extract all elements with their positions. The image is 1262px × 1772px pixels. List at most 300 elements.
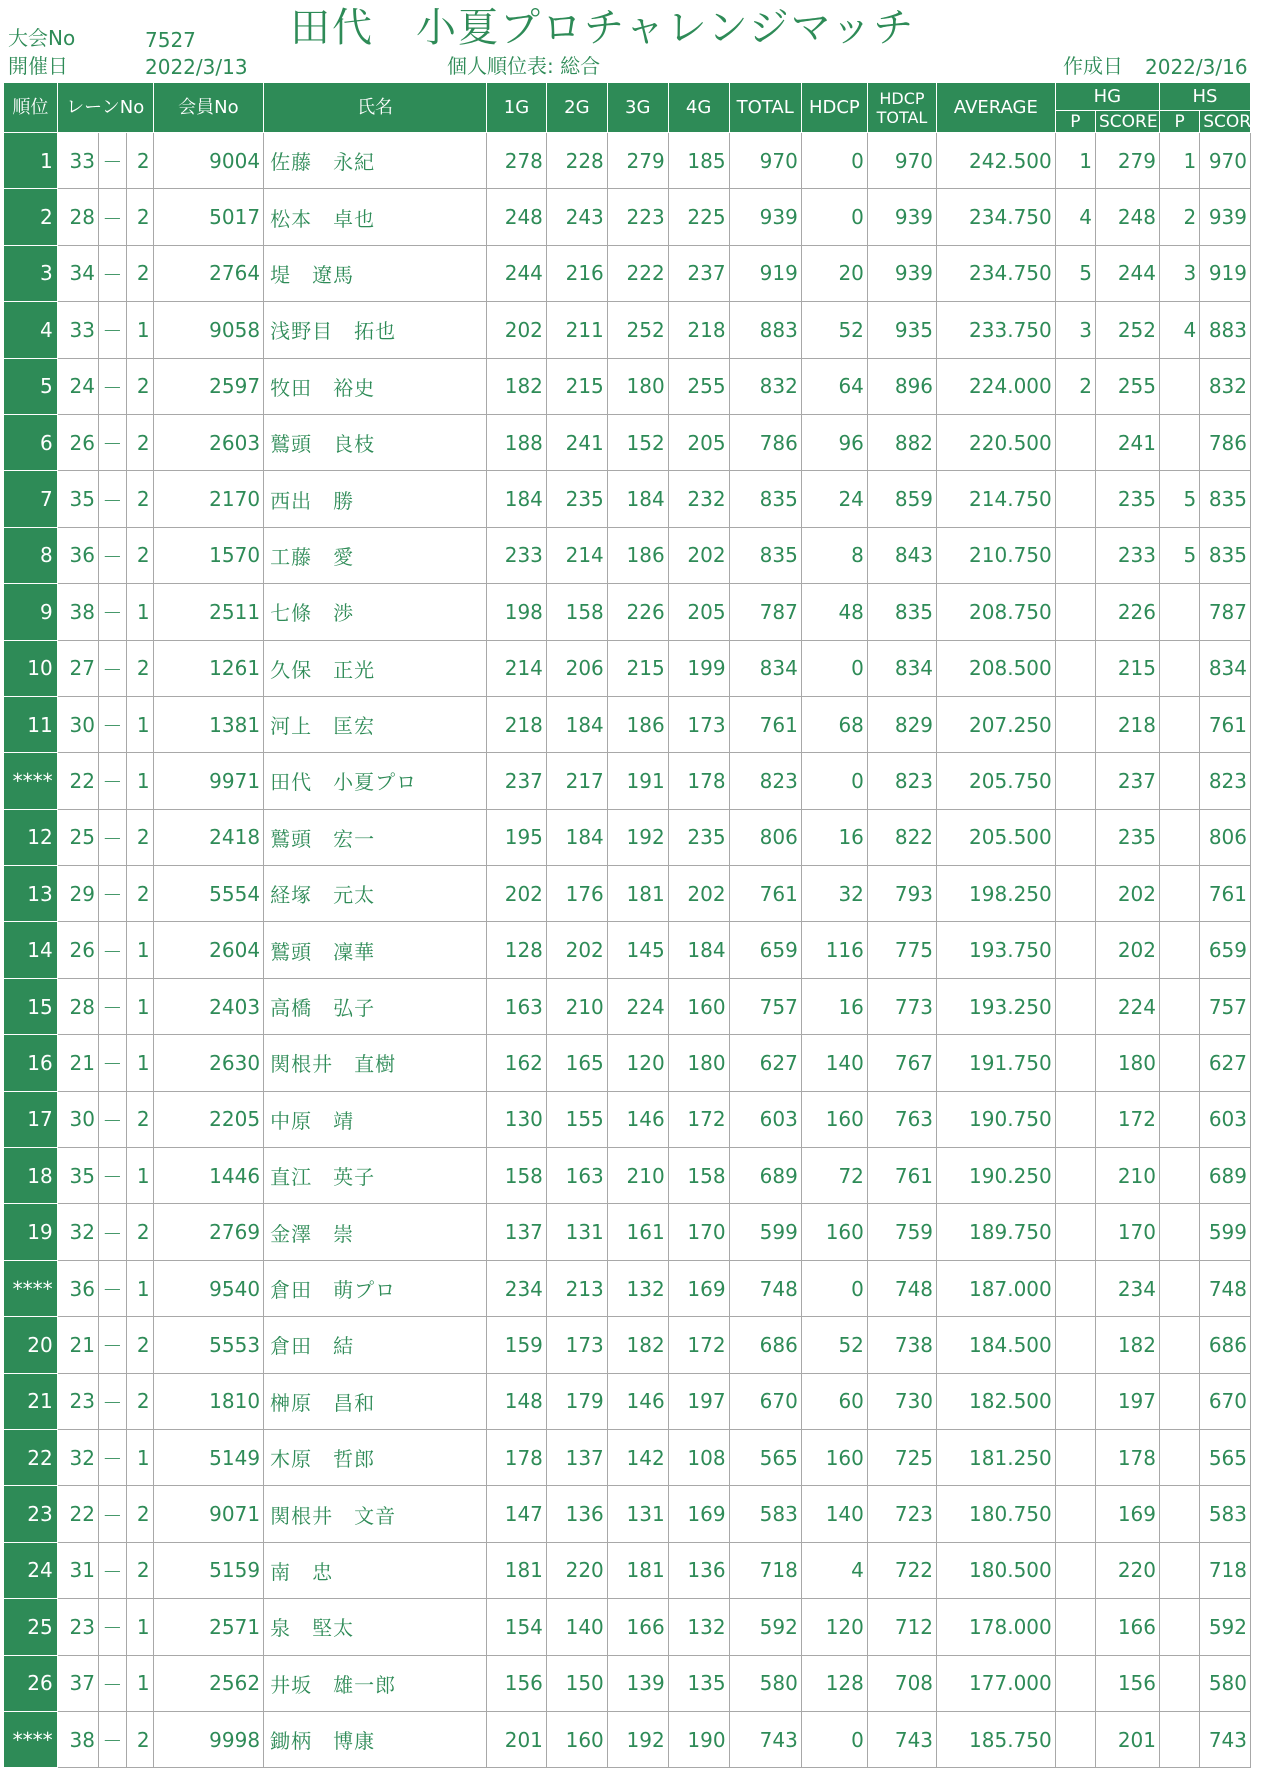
rank-cell: 3 xyxy=(4,245,58,301)
hdcp-total-score: 882 xyxy=(867,414,936,470)
hs-score: 743 xyxy=(1200,1711,1251,1767)
game3-score: 279 xyxy=(607,133,668,189)
hdcp-value: 60 xyxy=(801,1373,867,1429)
player-name: 井坂 雄一郎 xyxy=(264,1655,487,1711)
hg-score: 248 xyxy=(1096,189,1160,245)
lane-cell: 34 xyxy=(57,245,98,301)
game4-score: 184 xyxy=(668,922,729,978)
lane-sub-cell: 1 xyxy=(126,584,153,640)
game1-score: 137 xyxy=(487,1204,547,1260)
game2-score: 158 xyxy=(546,584,607,640)
average-score: 208.750 xyxy=(937,584,1056,640)
game3-score: 224 xyxy=(607,978,668,1034)
hs-score: 835 xyxy=(1200,527,1251,583)
lane-dash: － xyxy=(98,133,126,189)
rank-cell: **** xyxy=(4,1260,58,1316)
member-no-cell: 2769 xyxy=(153,1204,263,1260)
player-name: 南 忠 xyxy=(264,1542,487,1598)
game1-score: 202 xyxy=(487,866,547,922)
rank-cell: **** xyxy=(4,753,58,809)
game1-score: 156 xyxy=(487,1655,547,1711)
rank-cell: 26 xyxy=(4,1655,58,1711)
hg-place xyxy=(1055,1655,1095,1711)
hg-score: 201 xyxy=(1096,1711,1160,1767)
game2-score: 215 xyxy=(546,358,607,414)
game1-score: 163 xyxy=(487,978,547,1034)
total-score: 834 xyxy=(729,640,801,696)
lane-sub-cell: 1 xyxy=(126,696,153,752)
table-row xyxy=(4,1711,1251,1767)
hg-score: 172 xyxy=(1096,1091,1160,1147)
lane-dash: － xyxy=(98,1655,126,1711)
hs-place xyxy=(1160,1429,1200,1485)
average-score: 242.500 xyxy=(937,133,1056,189)
hs-score: 686 xyxy=(1200,1317,1251,1373)
lane-sub-cell: 2 xyxy=(126,471,153,527)
rank-cell: 22 xyxy=(4,1429,58,1485)
total-score: 835 xyxy=(729,471,801,527)
table-row xyxy=(4,189,1251,245)
game2-score: 176 xyxy=(546,866,607,922)
member-no-cell: 2170 xyxy=(153,471,263,527)
lane-cell: 35 xyxy=(57,1148,98,1204)
hs-place xyxy=(1160,696,1200,752)
member-no-cell: 2403 xyxy=(153,978,263,1034)
game2-score: 184 xyxy=(546,696,607,752)
total-score: 919 xyxy=(729,245,801,301)
table-row xyxy=(4,696,1251,752)
member-no-cell: 2604 xyxy=(153,922,263,978)
table-row xyxy=(4,1317,1251,1373)
game1-score: 158 xyxy=(487,1148,547,1204)
game4-score: 205 xyxy=(668,584,729,640)
lane-sub-cell: 1 xyxy=(126,302,153,358)
lane-cell: 24 xyxy=(57,358,98,414)
game3-score: 191 xyxy=(607,753,668,809)
player-name: 泉 堅太 xyxy=(264,1599,487,1655)
game1-score: 184 xyxy=(487,471,547,527)
hs-score: 883 xyxy=(1200,302,1251,358)
hs-score: 718 xyxy=(1200,1542,1251,1598)
average-score: 181.250 xyxy=(937,1429,1056,1485)
page-title: 田代 小夏プロチャレンジマッチ xyxy=(290,5,916,51)
member-no-cell: 9998 xyxy=(153,1711,263,1767)
lane-sub-cell: 2 xyxy=(126,1091,153,1147)
game1-score: 130 xyxy=(487,1091,547,1147)
hg-score: 226 xyxy=(1096,584,1160,640)
table-row xyxy=(4,414,1251,470)
hdcp-total-score: 725 xyxy=(867,1429,936,1485)
game4-score: 160 xyxy=(668,978,729,1034)
hs-score: 835 xyxy=(1200,471,1251,527)
hdcp-value: 160 xyxy=(801,1204,867,1260)
total-score: 670 xyxy=(729,1373,801,1429)
game4-score: 237 xyxy=(668,245,729,301)
created-date-label: 作成日 xyxy=(1063,54,1123,78)
game1-score: 159 xyxy=(487,1317,547,1373)
game1-score: 244 xyxy=(487,245,547,301)
hg-place xyxy=(1055,1260,1095,1316)
rank-cell: 2 xyxy=(4,189,58,245)
taikai-no-value: 7527 xyxy=(145,28,196,52)
lane-dash: － xyxy=(98,1260,126,1316)
hdcp-value: 0 xyxy=(801,189,867,245)
game4-score: 205 xyxy=(668,414,729,470)
hg-place xyxy=(1055,1091,1095,1147)
lane-sub-cell: 2 xyxy=(126,1373,153,1429)
game4-score: 169 xyxy=(668,1486,729,1542)
total-score: 686 xyxy=(729,1317,801,1373)
game2-score: 136 xyxy=(546,1486,607,1542)
average-score: 185.750 xyxy=(937,1711,1056,1767)
hs-score: 786 xyxy=(1200,414,1251,470)
lane-dash: － xyxy=(98,696,126,752)
hdcp-total-score: 738 xyxy=(867,1317,936,1373)
hs-place xyxy=(1160,1091,1200,1147)
table-row xyxy=(4,1035,1251,1091)
game2-score: 160 xyxy=(546,1711,607,1767)
game2-score: 211 xyxy=(546,302,607,358)
hg-score: 235 xyxy=(1096,809,1160,865)
hg-place xyxy=(1055,527,1095,583)
game1-score: 218 xyxy=(487,696,547,752)
total-score: 599 xyxy=(729,1204,801,1260)
game3-score: 132 xyxy=(607,1260,668,1316)
hdcp-total-score: 761 xyxy=(867,1148,936,1204)
hg-place: 1 xyxy=(1055,133,1095,189)
game3-score: 181 xyxy=(607,866,668,922)
rank-cell: 20 xyxy=(4,1317,58,1373)
game4-score: 197 xyxy=(668,1373,729,1429)
game3-score: 181 xyxy=(607,1542,668,1598)
hs-score: 565 xyxy=(1200,1429,1251,1485)
hs-place xyxy=(1160,978,1200,1034)
game2-score: 131 xyxy=(546,1204,607,1260)
hs-place xyxy=(1160,922,1200,978)
game1-score: 147 xyxy=(487,1486,547,1542)
lane-cell: 36 xyxy=(57,527,98,583)
hdcp-value: 128 xyxy=(801,1655,867,1711)
rank-cell: 8 xyxy=(4,527,58,583)
hs-score: 761 xyxy=(1200,696,1251,752)
col-1g: 1G xyxy=(487,83,547,133)
lane-sub-cell: 2 xyxy=(126,189,153,245)
player-name: 工藤 愛 xyxy=(264,527,487,583)
table-row xyxy=(4,527,1251,583)
hdcp-total-score: 759 xyxy=(867,1204,936,1260)
hs-score: 970 xyxy=(1200,133,1251,189)
game2-score: 241 xyxy=(546,414,607,470)
average-score: 187.000 xyxy=(937,1260,1056,1316)
total-score: 603 xyxy=(729,1091,801,1147)
col-2g: 2G xyxy=(546,83,607,133)
table-caption: 個人順位表: 総合 xyxy=(447,54,601,78)
game3-score: 146 xyxy=(607,1091,668,1147)
rank-cell: 12 xyxy=(4,809,58,865)
lane-dash: － xyxy=(98,358,126,414)
table-row xyxy=(4,753,1251,809)
hg-score: 279 xyxy=(1096,133,1160,189)
total-score: 583 xyxy=(729,1486,801,1542)
total-score: 565 xyxy=(729,1429,801,1485)
lane-sub-cell: 2 xyxy=(126,414,153,470)
table-row xyxy=(4,471,1251,527)
hg-score: 218 xyxy=(1096,696,1160,752)
game3-score: 161 xyxy=(607,1204,668,1260)
member-no-cell: 2571 xyxy=(153,1599,263,1655)
game3-score: 120 xyxy=(607,1035,668,1091)
game3-score: 226 xyxy=(607,584,668,640)
member-no-cell: 5553 xyxy=(153,1317,263,1373)
hs-place xyxy=(1160,1542,1200,1598)
game3-score: 186 xyxy=(607,696,668,752)
hg-score: 156 xyxy=(1096,1655,1160,1711)
player-name: 西出 勝 xyxy=(264,471,487,527)
game3-score: 152 xyxy=(607,414,668,470)
player-name: 河上 匡宏 xyxy=(264,696,487,752)
player-name: 鷲頭 良枝 xyxy=(264,414,487,470)
hs-score: 603 xyxy=(1200,1091,1251,1147)
hdcp-value: 72 xyxy=(801,1148,867,1204)
hg-place xyxy=(1055,1035,1095,1091)
col-rank: 順位 xyxy=(4,83,58,133)
hdcp-value: 0 xyxy=(801,1711,867,1767)
average-score: 205.500 xyxy=(937,809,1056,865)
lane-sub-cell: 2 xyxy=(126,1204,153,1260)
lane-dash: － xyxy=(98,245,126,301)
lane-sub-cell: 2 xyxy=(126,640,153,696)
player-name: 七條 渉 xyxy=(264,584,487,640)
member-no-cell: 1570 xyxy=(153,527,263,583)
game4-score: 255 xyxy=(668,358,729,414)
game1-score: 202 xyxy=(487,302,547,358)
hg-place xyxy=(1055,978,1095,1034)
hdcp-total-score: 835 xyxy=(867,584,936,640)
table-row xyxy=(4,1091,1251,1147)
lane-cell: 28 xyxy=(57,978,98,1034)
hg-score: 210 xyxy=(1096,1148,1160,1204)
rank-cell: 4 xyxy=(4,302,58,358)
game3-score: 210 xyxy=(607,1148,668,1204)
lane-sub-cell: 2 xyxy=(126,1542,153,1598)
total-score: 761 xyxy=(729,866,801,922)
hs-place: 4 xyxy=(1160,302,1200,358)
lane-sub-cell: 2 xyxy=(126,866,153,922)
total-score: 970 xyxy=(729,133,801,189)
hg-place xyxy=(1055,753,1095,809)
game1-score: 214 xyxy=(487,640,547,696)
lane-sub-cell: 1 xyxy=(126,978,153,1034)
lane-cell: 33 xyxy=(57,302,98,358)
hg-score: 233 xyxy=(1096,527,1160,583)
hdcp-total-score: 970 xyxy=(867,133,936,189)
hs-place xyxy=(1160,1373,1200,1429)
member-no-cell: 1261 xyxy=(153,640,263,696)
rank-cell: 15 xyxy=(4,978,58,1034)
game1-score: 162 xyxy=(487,1035,547,1091)
average-score: 190.250 xyxy=(937,1148,1056,1204)
hg-place xyxy=(1055,1204,1095,1260)
hg-place xyxy=(1055,640,1095,696)
game4-score: 199 xyxy=(668,640,729,696)
lane-cell: 30 xyxy=(57,696,98,752)
hdcp-total-score: 939 xyxy=(867,245,936,301)
lane-dash: － xyxy=(98,978,126,1034)
hg-score: 220 xyxy=(1096,1542,1160,1598)
average-score: 191.750 xyxy=(937,1035,1056,1091)
average-score: 182.500 xyxy=(937,1373,1056,1429)
lane-dash: － xyxy=(98,640,126,696)
total-score: 835 xyxy=(729,527,801,583)
hdcp-value: 48 xyxy=(801,584,867,640)
game4-score: 190 xyxy=(668,1711,729,1767)
game3-score: 215 xyxy=(607,640,668,696)
lane-dash: － xyxy=(98,1542,126,1598)
average-score: 234.750 xyxy=(937,245,1056,301)
hdcp-total-score: 723 xyxy=(867,1486,936,1542)
hs-place xyxy=(1160,753,1200,809)
lane-cell: 38 xyxy=(57,1711,98,1767)
lane-cell: 27 xyxy=(57,640,98,696)
hs-score: 939 xyxy=(1200,189,1251,245)
member-no-cell: 9540 xyxy=(153,1260,263,1316)
table-row xyxy=(4,809,1251,865)
col-hdcp-total-line2: TOTAL xyxy=(876,107,928,127)
lane-sub-cell: 1 xyxy=(126,922,153,978)
lane-dash: － xyxy=(98,1599,126,1655)
hg-place xyxy=(1055,1317,1095,1373)
lane-sub-cell: 2 xyxy=(126,527,153,583)
average-score: 208.500 xyxy=(937,640,1056,696)
col-average: AVERAGE xyxy=(937,83,1056,133)
game4-score: 185 xyxy=(668,133,729,189)
lane-cell: 25 xyxy=(57,809,98,865)
member-no-cell: 2597 xyxy=(153,358,263,414)
total-score: 823 xyxy=(729,753,801,809)
game4-score: 158 xyxy=(668,1148,729,1204)
game2-score: 213 xyxy=(546,1260,607,1316)
col-hg-p: P xyxy=(1055,111,1095,133)
ranking-rows xyxy=(4,133,1251,1768)
rank-cell: 7 xyxy=(4,471,58,527)
game2-score: 163 xyxy=(546,1148,607,1204)
member-no-cell: 2205 xyxy=(153,1091,263,1147)
total-score: 718 xyxy=(729,1542,801,1598)
hdcp-value: 64 xyxy=(801,358,867,414)
game2-score: 220 xyxy=(546,1542,607,1598)
player-name: 佐藤 永紀 xyxy=(264,133,487,189)
lane-sub-cell: 1 xyxy=(126,1148,153,1204)
player-name: 直江 英子 xyxy=(264,1148,487,1204)
table-row xyxy=(4,922,1251,978)
hdcp-value: 160 xyxy=(801,1091,867,1147)
lane-sub-cell: 2 xyxy=(126,245,153,301)
game3-score: 166 xyxy=(607,1599,668,1655)
lane-dash: － xyxy=(98,1035,126,1091)
player-name: 倉田 萌プロ xyxy=(264,1260,487,1316)
lane-cell: 22 xyxy=(57,753,98,809)
game2-score: 137 xyxy=(546,1429,607,1485)
game3-score: 192 xyxy=(607,809,668,865)
hg-score: 169 xyxy=(1096,1486,1160,1542)
average-score: 224.000 xyxy=(937,358,1056,414)
game1-score: 278 xyxy=(487,133,547,189)
lane-sub-cell: 1 xyxy=(126,1260,153,1316)
average-score: 180.500 xyxy=(937,1542,1056,1598)
table-row xyxy=(4,302,1251,358)
total-score: 832 xyxy=(729,358,801,414)
game4-score: 202 xyxy=(668,527,729,583)
player-name: 鷲頭 宏一 xyxy=(264,809,487,865)
lane-dash: － xyxy=(98,1711,126,1767)
game3-score: 139 xyxy=(607,1655,668,1711)
hg-score: 180 xyxy=(1096,1035,1160,1091)
hdcp-value: 8 xyxy=(801,527,867,583)
member-no-cell: 5554 xyxy=(153,866,263,922)
game2-score: 228 xyxy=(546,133,607,189)
member-no-cell: 2511 xyxy=(153,584,263,640)
hg-place: 4 xyxy=(1055,189,1095,245)
game1-score: 237 xyxy=(487,753,547,809)
member-no-cell: 9058 xyxy=(153,302,263,358)
hg-score: 182 xyxy=(1096,1317,1160,1373)
hs-place xyxy=(1160,1486,1200,1542)
total-score: 787 xyxy=(729,584,801,640)
lane-dash: － xyxy=(98,866,126,922)
game2-score: 216 xyxy=(546,245,607,301)
game4-score: 172 xyxy=(668,1091,729,1147)
table-row xyxy=(4,1204,1251,1260)
rank-cell: 18 xyxy=(4,1148,58,1204)
hg-score: 252 xyxy=(1096,302,1160,358)
game1-score: 248 xyxy=(487,189,547,245)
hdcp-total-score: 748 xyxy=(867,1260,936,1316)
lane-dash: － xyxy=(98,922,126,978)
hdcp-total-score: 834 xyxy=(867,640,936,696)
game2-score: 165 xyxy=(546,1035,607,1091)
hs-place: 1 xyxy=(1160,133,1200,189)
hs-place xyxy=(1160,1599,1200,1655)
lane-dash: － xyxy=(98,1148,126,1204)
lane-dash: － xyxy=(98,753,126,809)
hg-place xyxy=(1055,696,1095,752)
game3-score: 252 xyxy=(607,302,668,358)
lane-cell: 23 xyxy=(57,1373,98,1429)
ranking-table xyxy=(3,82,1262,1768)
hg-place xyxy=(1055,1711,1095,1767)
hdcp-value: 52 xyxy=(801,302,867,358)
rank-cell: 10 xyxy=(4,640,58,696)
rank-cell: 24 xyxy=(4,1542,58,1598)
hdcp-value: 4 xyxy=(801,1542,867,1598)
game3-score: 184 xyxy=(607,471,668,527)
table-row xyxy=(4,1599,1251,1655)
player-name: 榊原 昌和 xyxy=(264,1373,487,1429)
lane-dash: － xyxy=(98,414,126,470)
total-score: 786 xyxy=(729,414,801,470)
lane-sub-cell: 1 xyxy=(126,1599,153,1655)
hs-place: 2 xyxy=(1160,189,1200,245)
member-no-cell: 9004 xyxy=(153,133,263,189)
hg-place xyxy=(1055,471,1095,527)
lane-dash: － xyxy=(98,1486,126,1542)
table-row xyxy=(4,1429,1251,1485)
hdcp-total-score: 793 xyxy=(867,866,936,922)
player-name: 鋤柄 博康 xyxy=(264,1711,487,1767)
lane-cell: 38 xyxy=(57,584,98,640)
lane-cell: 35 xyxy=(57,471,98,527)
rank-cell: 17 xyxy=(4,1091,58,1147)
